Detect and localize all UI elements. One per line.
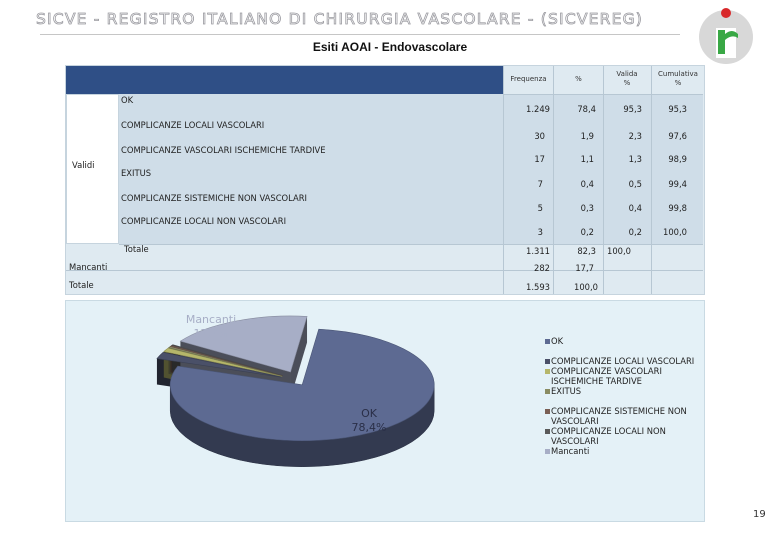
cell-frequenza: 17 [534,154,545,164]
cell-cumulativa: 95,3 [668,104,687,114]
data-label-ok-value: 78,4% [351,421,387,434]
legend-item-locali-non-vascolari [545,426,705,446]
row-label: COMPLICANZE LOCALI NON VASCOLARI [121,216,287,226]
row-label-totale-validi: Totale [124,244,149,254]
cell-valida: 95,3 [623,104,642,114]
cell-frequenza: 7 [537,179,543,189]
row-label: COMPLICANZE SISTEMICHE NON VASCOLARI [121,193,308,203]
legend-swatch [545,389,550,394]
cell-frequenza: 30 [534,131,545,141]
page-number: 19 [753,509,766,520]
col-header-cumulativa-line2: % [674,79,682,87]
row-label: COMPLICANZE VASCOLARI ISCHEMICHE TARDIVE [121,145,326,155]
legend-label: OK [551,336,564,346]
header-divider [40,34,680,35]
cell-valida: 2,3 [628,131,642,141]
frequency-table [65,65,705,295]
col-header-valida-line2: % [623,79,631,87]
legend-label: EXITUS [551,386,582,396]
row-label-mancanti: Mancanti [69,262,108,272]
table-header-band [66,66,503,94]
col-header-frequenza: Frequenza [510,75,547,83]
cell-valida: 0,4 [628,203,642,213]
data-label-ok [334,407,404,435]
legend-swatch [545,429,550,434]
cell-percent: 78,4 [577,104,596,114]
legend-label: Mancanti [551,446,590,456]
row-label: EXITUS [121,168,152,178]
cell-percent: 0,2 [580,227,594,237]
row-label: COMPLICANZE LOCALI VASCOLARI [121,120,265,130]
cell-frequenza: 1.593 [526,282,550,292]
cell-frequenza: 1.249 [526,104,550,114]
data-label-mancanti [171,313,251,341]
legend-item-ischemiche-tardive [545,366,705,386]
cell-valida: 100,0 [607,246,631,256]
cell-percent: 1,1 [580,154,594,164]
cell-cumulativa: 100,0 [663,227,687,237]
legend-item-ok [545,336,705,346]
legend-swatch [545,359,550,364]
page-title: SICVE - REGISTRO ITALIANO DI CHIRURGIA VASCOLARE - (SICVEREG) [36,10,644,28]
legend-label: COMPLICANZE LOCALI NON VASCOLARI [551,426,666,446]
slide-subtitle: Esiti AOAI - Endovascolare [312,40,468,54]
data-label-mancanti-name: Mancanti [185,313,237,326]
col-header-valida-line1: Valida [616,70,638,78]
legend-label: COMPLICANZE LOCALI VASCOLARI [551,356,695,366]
cell-percent: 0,3 [580,203,594,213]
data-label-ok-name: OK [361,407,377,420]
legend-swatch [545,369,550,374]
legend-item-sistemiche-non-vascolari [545,406,705,426]
cell-frequenza: 1.311 [526,246,550,256]
cell-frequenza: 5 [537,203,543,213]
data-label-mancanti-value: 17,7% [193,327,229,340]
legend-item-exitus [545,386,705,396]
legend-item-complicanze-locali-vascolari [545,356,705,366]
legend-item-mancanti [545,446,705,456]
cell-percent: 1,9 [580,131,594,141]
cell-valida: 0,2 [628,227,642,237]
cell-valida: 1,3 [628,154,642,164]
chart-legend [545,336,705,456]
cell-valida: 0,5 [628,179,642,189]
cell-percent: 17,7 [575,263,594,273]
col-header-percent: % [575,75,582,83]
cell-cumulativa: 97,6 [668,131,687,141]
row-label-totale: Totale [69,280,94,290]
cell-frequenza: 3 [537,227,543,237]
col-header-cumulativa-line1: Cumulativa [658,70,698,78]
legend-label: COMPLICANZE VASCOLARI ISCHEMICHE TARDIVE [551,366,662,386]
cell-percent: 100,0 [574,282,598,292]
legend-swatch [545,339,550,344]
cell-cumulativa: 99,8 [668,203,687,213]
legend-swatch [545,449,550,454]
group-label-validi: Validi [72,160,95,170]
registry-logo-icon [694,6,758,66]
legend-swatch [545,409,550,414]
cell-frequenza: 282 [534,263,550,273]
cell-percent: 0,4 [580,179,594,189]
cell-cumulativa: 99,4 [668,179,687,189]
legend-label: COMPLICANZE SISTEMICHE NON VASCOLARI [551,406,687,426]
cell-percent: 82,3 [577,246,596,256]
cell-cumulativa: 98,9 [668,154,687,164]
row-label: OK [121,95,134,105]
